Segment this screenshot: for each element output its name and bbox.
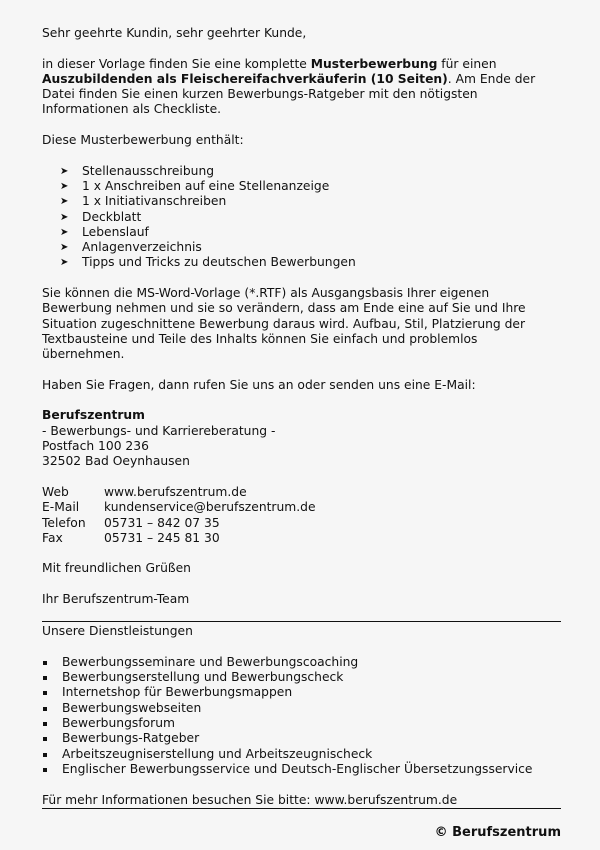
- document-body: [42, 26, 561, 809]
- word-template-paragraph: Sie können die MS-Word-Vorlage (*.RTF) als Ausgangsbasis Ihrer eigenen Bewerbung nehmen und sie so verändern, dass am Ende eine auf Sie und Ihre Situation zugeschnittene Bewerbung daraus wird. Aufbau, Stil, Platzierung der Textbausteine und Teile des Inhalts können Sie einfach und problemlos übernehmen.: [42, 286, 526, 362]
- list-item: [42, 731, 561, 746]
- list-item-label: Bewerbungserstellung und Bewerbungscheck: [62, 670, 344, 685]
- more-info-text: Für mehr Informationen besuchen Sie bitte: www.berufszentrum.de: [42, 792, 458, 807]
- list-item: [42, 701, 561, 716]
- contact-row-email: [42, 500, 316, 515]
- address-line: 32502 Bad Oeynhausen: [42, 454, 190, 469]
- list-item: [42, 762, 561, 777]
- list-item-label: Englischer Bewerbungsservice und Deutsch-Englischer Übersetzungsservice: [62, 761, 533, 776]
- intro-bold-product: Musterbewerbung: [310, 56, 438, 71]
- list-item-label: Internetshop für Bewerbungsmappen: [62, 685, 293, 700]
- services-heading: Unsere Dienstleistungen: [42, 624, 193, 639]
- questions-text: Haben Sie Fragen, dann rufen Sie uns an oder senden uns eine E-Mail:: [42, 377, 476, 392]
- list-item-label: Stellenausschreibung: [82, 163, 215, 178]
- list-item: [42, 747, 561, 762]
- list-item-label: Anlagenverzeichnis: [82, 240, 202, 255]
- list-item: [42, 225, 561, 240]
- list-item-label: Lebenslauf: [82, 224, 149, 239]
- company-name: [42, 408, 561, 423]
- company-name-text: Berufszentrum: [42, 408, 145, 423]
- square-bullet-icon: [43, 737, 47, 741]
- list-item: [42, 164, 561, 179]
- web-link[interactable]: www.berufszentrum.de: [104, 484, 247, 499]
- contact-label: Telefon: [42, 515, 86, 530]
- list-item-label: Deckblatt: [82, 209, 142, 224]
- contact-label: Fax: [42, 530, 63, 545]
- list-item: [42, 255, 561, 270]
- intro-bold-job: Auszubildenden als Fleischereifachverkäuferin (10 Seiten): [42, 71, 448, 86]
- address-line: - Bewerbungs- und Karriereberatung -: [42, 423, 276, 438]
- contents-heading: Diese Musterbewerbung enthält:: [42, 133, 244, 148]
- arrow-bullet-icon: ➤: [60, 165, 69, 177]
- square-bullet-icon: [43, 661, 47, 665]
- closing: Mit freundlichen Grüßen: [42, 561, 191, 576]
- list-item-label: Bewerbungsseminare und Bewerbungscoaching: [62, 654, 359, 669]
- list-item-label: Tipps und Tricks zu deutschen Bewerbungen: [82, 255, 356, 270]
- contact-row-phone: [42, 516, 316, 531]
- services-list: [42, 655, 561, 777]
- arrow-bullet-icon: ➤: [60, 196, 69, 208]
- list-item: [42, 685, 561, 700]
- arrow-bullet-icon: ➤: [60, 242, 69, 254]
- contact-label: Web: [42, 484, 69, 499]
- contact-table: [42, 485, 316, 546]
- square-bullet-icon: [43, 676, 47, 680]
- list-item: [42, 670, 561, 685]
- contact-label: E-Mail: [42, 500, 80, 515]
- list-item: [42, 655, 561, 670]
- list-item-label: 1 x Anschreiben auf eine Stellenanzeige: [82, 178, 330, 193]
- phone-value: 05731 – 842 07 35: [104, 515, 220, 530]
- fax-value: 05731 – 245 81 30: [104, 530, 220, 545]
- list-item: [42, 210, 561, 225]
- contact-row-web: [42, 485, 316, 500]
- list-item: [42, 716, 561, 731]
- contents-list: [42, 164, 561, 271]
- arrow-bullet-icon: ➤: [60, 180, 69, 192]
- list-item: [42, 194, 561, 209]
- intro-text: für einen: [437, 56, 497, 71]
- arrow-bullet-icon: ➤: [60, 226, 69, 238]
- list-item-label: Bewerbungs-Ratgeber: [62, 731, 200, 746]
- square-bullet-icon: [43, 768, 47, 772]
- list-item: [42, 240, 561, 255]
- contact-row-fax: [42, 531, 316, 546]
- intro-text: . Am Ende der Datei finden Sie einen kurzen Bewerbungs-Ratgeber mit den nötigsten Informationen als Checkliste.: [42, 71, 536, 117]
- list-item: [42, 179, 561, 194]
- intro-paragraph: [42, 57, 561, 118]
- divider: [42, 621, 561, 622]
- signature: Ihr Berufszentrum-Team: [42, 591, 190, 606]
- address-line: Postfach 100 236: [42, 439, 149, 454]
- email-link[interactable]: kundenservice@berufszentrum.de: [104, 500, 316, 515]
- arrow-bullet-icon: ➤: [60, 211, 69, 223]
- greeting: Sehr geehrte Kundin, sehr geehrter Kunde,: [42, 26, 307, 40]
- list-item-label: Arbeitszeugniserstellung und Arbeitszeugnischeck: [62, 746, 373, 761]
- square-bullet-icon: [43, 722, 47, 726]
- square-bullet-icon: [43, 753, 47, 757]
- copyright: © Berufszentrum: [434, 825, 561, 840]
- divider: [42, 808, 561, 809]
- list-item-label: 1 x Initiativanschreiben: [82, 194, 227, 209]
- square-bullet-icon: [43, 707, 47, 711]
- square-bullet-icon: [43, 691, 47, 695]
- arrow-bullet-icon: ➤: [60, 257, 69, 269]
- list-item-label: Bewerbungswebseiten: [62, 700, 202, 715]
- intro-text: in dieser Vorlage finden Sie eine komplette: [42, 56, 311, 71]
- list-item-label: Bewerbungsforum: [62, 716, 175, 731]
